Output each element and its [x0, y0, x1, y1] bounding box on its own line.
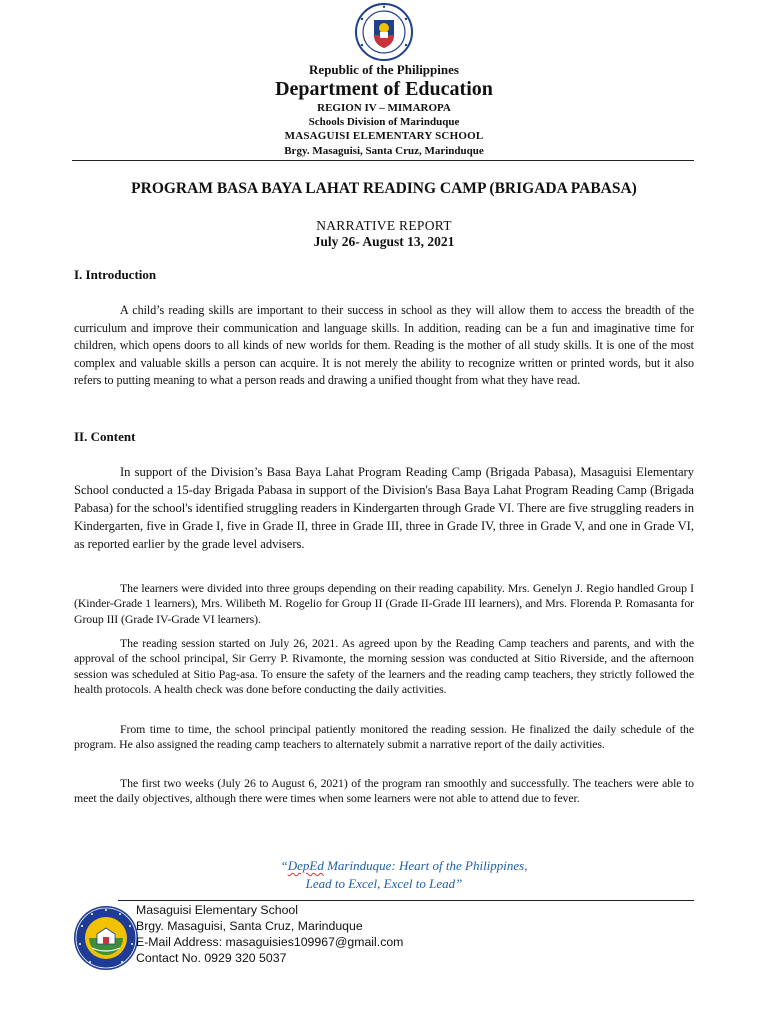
region-line: REGION IV – MIMAROPA	[317, 102, 451, 114]
report-dates: July 26- August 13, 2021	[313, 234, 455, 249]
motto-line-1-text: Marinduque: Heart of the Philippines,	[323, 858, 528, 873]
introduction-paragraph: A child’s reading skills are important to their success in school as they will allow them to access the breadth of the curriculum and improve their communication and language skills. In addition, reading can be a fun and imaginative time for children, which opens doors to all kinds of new worlds for them. Reading is the mother of all study skills. It is one of the most complex and valuable skills a person can acquire. It is not merely the ability to recognize written or printed words, but it also refers to putting meaning to what a person reads and drawing a unified thought from what they have read.	[74, 303, 694, 388]
content-heading: II. Content	[74, 429, 136, 444]
introduction-heading: I. Introduction	[74, 267, 157, 282]
report-type: NARRATIVE REPORT	[316, 218, 452, 233]
school-address: Brgy. Masaguisi, Santa Cruz, Marinduque	[284, 145, 484, 157]
department-name: Department of Education	[275, 78, 493, 100]
school-name: MASAGUISI ELEMENTARY SCHOOL	[284, 130, 484, 142]
footer-divider	[118, 900, 694, 901]
footer-email: E-Mail Address: masaguisies109967@gmail.com	[136, 935, 404, 949]
content-paragraph: From time to time, the school principal patiently monitored the reading session. He finalized the daily schedule of the program. He also assigned the reading camp teachers to alternately submit a narrative report of the daily activities.	[74, 722, 694, 752]
footer-school-name: Masaguisi Elementary School	[136, 903, 298, 917]
motto-deped-word: DepEd	[287, 858, 324, 873]
content-paragraph: In support of the Division’s Basa Baya Lahat Program Reading Camp (Brigada Pabasa), Masaguisi Elementary School conducted a 15-day Brigada Pabasa in support of the Division's Basa Baya Lahat Program Reading Camp (Brigada Pabasa) for the school's identified struggling readers in Kindergarten through Grade VI. There are five struggling readers in Kindergarten, five in Grade I, five in Grade II, three in Grade III, three in Grade IV, three in Grade V, and one in Grade VI, as reported earlier by the grade level advisers.	[74, 465, 694, 551]
republic-line: Republic of the Philippines	[309, 62, 459, 77]
footer-address: Brgy. Masaguisi, Santa Cruz, Marinduque	[136, 919, 363, 933]
motto-open-quote: “	[280, 858, 288, 873]
motto-line-1	[20, 858, 768, 874]
content-paragraph: The first two weeks (July 26 to August 6, 2021) of the program ran smoothly and successfully. The teachers were able to meet the daily objectives, although there were times when some learners were not able to attend due to fever.	[74, 776, 694, 806]
motto-line-2: Lead to Excel, Excel to Lead”	[305, 876, 463, 891]
footer-contact: Contact No. 0929 320 5037	[136, 951, 287, 965]
content-paragraph: The reading session started on July 26, 2021. As agreed upon by the Reading Camp teachers and parents, and with the approval of the school principal, Sir Gerry P. Rivamonte, the morning session was conducted at Sitio Riverside, and the afternoon session was scheduled at Sitio Pag-asa. To ensure the safety of the learners and the reading camp teachers, they strictly followed the health protocols. A health check was done before conducting the daily activities.	[74, 636, 694, 697]
division-line: Schools Division of Marinduque	[308, 116, 460, 128]
school-logo-icon	[72, 904, 140, 972]
content-paragraph: The learners were divided into three groups depending on their reading capability. Mrs. Genelyn J. Regio handled Group I (Kinder-Grade 1 learners), Mrs. Wilibeth M. Rogelio for Group II (Grade II-Grade III learners), and Mrs. Florenda P. Romasanta for Group III (Grade IV-Grade VI learners).	[74, 581, 694, 626]
deped-seal-icon	[354, 2, 414, 62]
program-title: PROGRAM BASA BAYA LAHAT READING CAMP (BRIGADA PABASA)	[131, 180, 637, 197]
header-divider	[72, 160, 694, 161]
